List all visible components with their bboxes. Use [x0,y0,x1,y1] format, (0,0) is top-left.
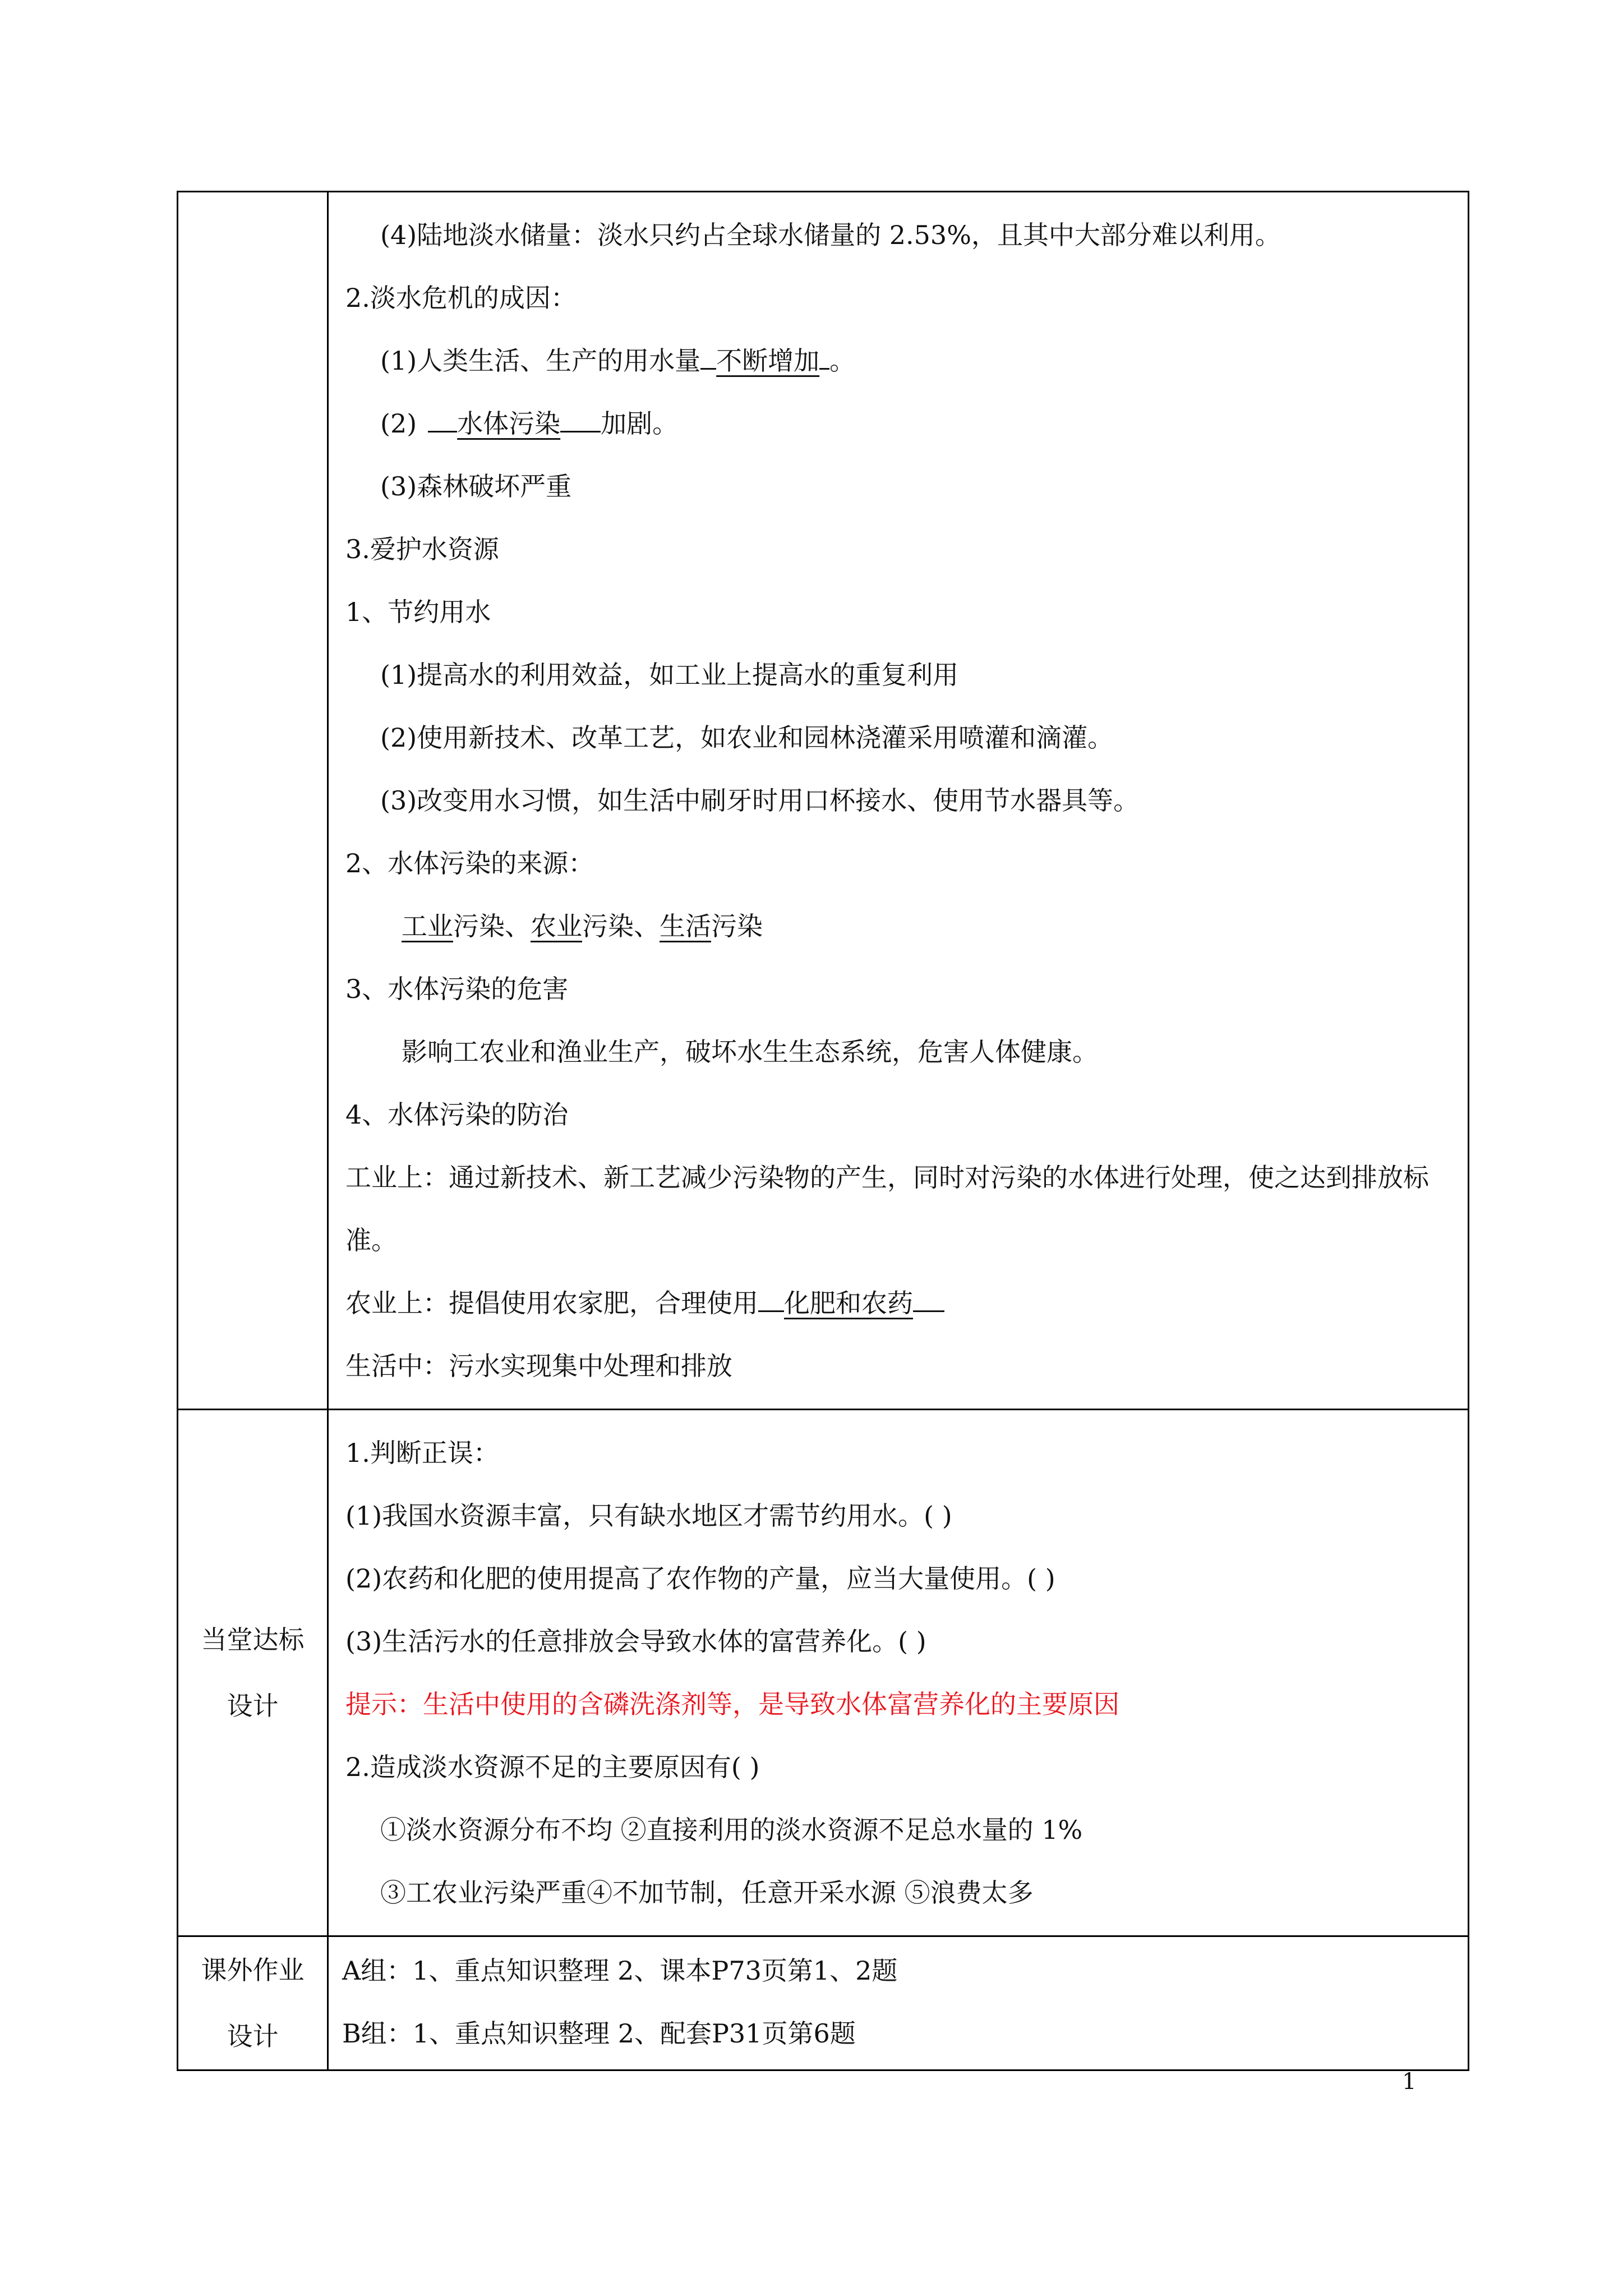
text-line: 2、水体污染的来源： [345,848,594,878]
row-label: 课外作业 [201,1955,305,1985]
knowledge-label-cell [178,192,328,1410]
question-heading: 2.造成淡水资源不足的主要原因有( ) [345,1752,760,1782]
text-fragment: 污染、 [453,911,531,941]
practice-content-cell [328,1410,1469,1936]
text-fragment: (1)人类生活、生产的用水量 [380,346,701,376]
text-line: (2)使用新技术、改革工艺，如农业和园林浇灌采用喷灌和滴灌。 [380,723,1114,753]
question-item: (2)农药和化肥的使用提高了农作物的产量，应当大量使用。( ) [345,1563,1055,1594]
text-paragraph: 工业上：通过新技术、新工艺减少污染物的产生，同时对污染的水体进行处理，使之达到排放标准。 [345,1162,1429,1255]
text-line: 3、水体污染的危害 [345,974,569,1004]
homework-label-cell [178,1936,328,2070]
blank-line [428,395,457,432]
pollution-sources-line [345,895,1456,958]
text-line: 4、水体污染的防治 [345,1099,569,1130]
blank-line [819,332,829,370]
blank-line [700,332,716,370]
text-line: 2.淡水危机的成因： [345,283,577,313]
practice-label-cell [178,1410,328,1936]
practice-row [178,1410,1469,1936]
lesson-plan-table [177,191,1469,2071]
question-heading: 1.判断正误： [345,1438,499,1468]
text-line: (1)提高水的利用效益，如工业上提高水的重复利用 [380,660,959,690]
text-line: (4)陆地淡水储量：淡水只约占全球水储量的 2.53%，且其中大部分难以利用。 [380,220,1281,250]
filled-answer: 生活 [660,911,711,941]
text-fragment: 污染 [711,911,763,941]
filled-answer: 农业 [531,911,582,941]
text-line: 3.爱护水资源 [345,534,499,564]
text-line: 生活中：污水实现集中处理和排放 [345,1351,732,1381]
text-fragment: 农业上：提倡使用农家肥，合理使用 [345,1288,758,1318]
blank-line [758,1274,784,1312]
text-fragment: (2) [380,408,417,439]
filled-answer: 不断增加 [716,346,820,376]
knowledge-content-cell [328,192,1469,1410]
row-label: 设计 [227,1691,279,1721]
text-fragment: 。 [829,346,856,376]
text-fragment: 加剧。 [601,408,679,439]
blank-line [913,1274,944,1312]
page-number: 1 [1402,2069,1417,2095]
filled-answer: 水体污染 [457,408,561,439]
row-label: 当堂达标 [201,1625,305,1655]
text-fragment: 污染、 [582,911,660,941]
question-option: ①淡水资源分布不均 ②直接利用的淡水资源不足总水量的 1% [380,1815,1083,1845]
text-line: 1、节约用水 [345,597,491,627]
homework-row [178,1936,1469,2070]
homework-item: B组：1、重点知识整理 2、配套P31页第6题 [342,2018,856,2049]
fill-line [345,392,1456,455]
fill-line [345,1272,1456,1335]
question-option: ③工农业污染严重④不加节制，任意开采水源 ⑤浪费太多 [380,1878,1034,1908]
question-item: (1)我国水资源丰富，只有缺水地区才需节约用水。( ) [345,1501,952,1531]
knowledge-row [178,192,1469,1410]
homework-content-cell [328,1936,1469,2070]
row-label: 设计 [227,2021,279,2051]
text-line: (3)森林破坏严重 [380,471,572,501]
text-line: (3)改变用水习惯，如生活中刷牙时用口杯接水、使用节水器具等。 [380,785,1140,816]
question-item: (3)生活污水的任意排放会导致水体的富营养化。( ) [345,1626,926,1657]
filled-answer: 工业 [402,911,453,941]
text-line: 影响工农业和渔业生产，破坏水生生态系统，危害人体健康。 [402,1037,1098,1067]
filled-answer: 化肥和农药 [784,1288,913,1318]
fill-line [345,329,1456,392]
blank-line [560,395,601,432]
homework-item: A组：1、重点知识整理 2、课本P73页第1、2题 [342,1955,898,1986]
hint-text: 提示：生活中使用的含磷洗涤剂等，是导致水体富营养化的主要原因 [345,1689,1119,1719]
